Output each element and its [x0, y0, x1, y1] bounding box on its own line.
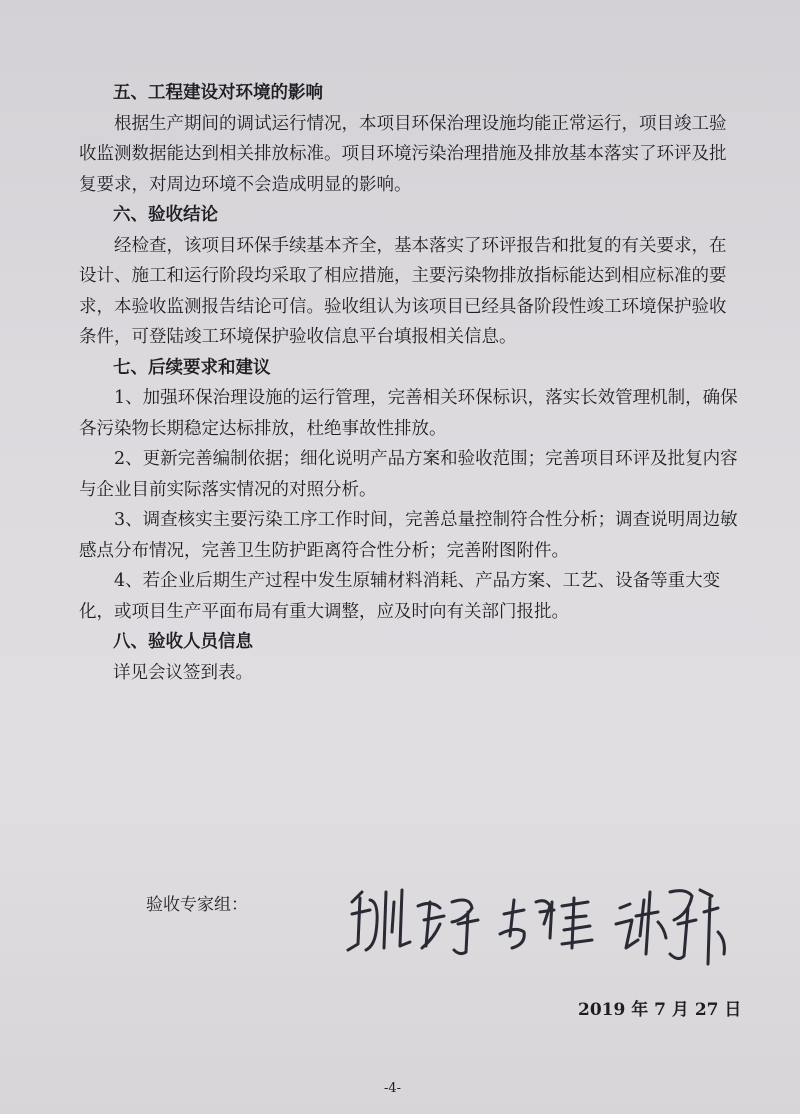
paragraph: 1、加强环保治理设施的运行管理，完善相关环保标识，落实长效管理机制，确保各污染物长期稳定达标排放，杜绝事故性排放。	[79, 388, 738, 439]
paragraph: 2、更新完善编制依据；细化说明产品方案和验收范围；完善项目环评及批复内容与企业目前实际落实情况的对照分析。	[79, 449, 738, 500]
section-heading: 五、工程建设对环境的影响	[113, 83, 323, 103]
paragraph: 4、若企业后期生产过程中发生原辅材料消耗、产品方案、工艺、设备等重大变化，或项目生产平面布局有重大调整，应及时向有关部门报批。	[79, 571, 721, 622]
document-body	[79, 78, 743, 688]
section-heading: 六、验收结论	[113, 205, 218, 225]
paragraph: 经检查，该项目环保手续基本齐全，基本落实了环评报告和批复的有关要求，在设计、施工和运行阶段均采取了相应措施，主要污染物排放指标能达到相应标准的要求，本验收监测报告结论可信。验收组认为该项目已经具备阶段性竣工环境保护验收条件，可登陆竣工环境保护验收信息平台填报相关信息。	[79, 235, 727, 347]
paragraph: 3、调查核实主要污染工序工作时间，完善总量控制符合性分析；调查说明周边敏感点分布情况，完善卫生防护距离符合性分析；完善附图附件。	[79, 510, 738, 561]
signature-2	[500, 898, 592, 948]
section-5	[79, 78, 743, 200]
experts-label: 验收专家组：	[146, 895, 248, 915]
section-heading: 八、验收人员信息	[113, 632, 253, 652]
section-7	[79, 353, 743, 628]
signatures	[340, 862, 760, 972]
page-number: -4-	[384, 1081, 402, 1096]
date: 2019 年 7 月 27 日	[578, 1000, 742, 1020]
paragraph: 详见会议签到表。	[113, 662, 253, 683]
signature-1	[348, 890, 478, 954]
section-6	[79, 200, 743, 353]
section-8	[113, 627, 743, 688]
signature-3	[616, 890, 724, 964]
section-heading: 七、后续要求和建议	[113, 357, 271, 378]
paragraph: 根据生产期间的调试运行情况，本项目环保治理设施均能正常运行，项目竣工验收监测数据能达到相关排放标准。项目环境污染治理措施及排放基本落实了环评及批复要求，对周边环境不会造成明显的影响。	[79, 113, 727, 195]
